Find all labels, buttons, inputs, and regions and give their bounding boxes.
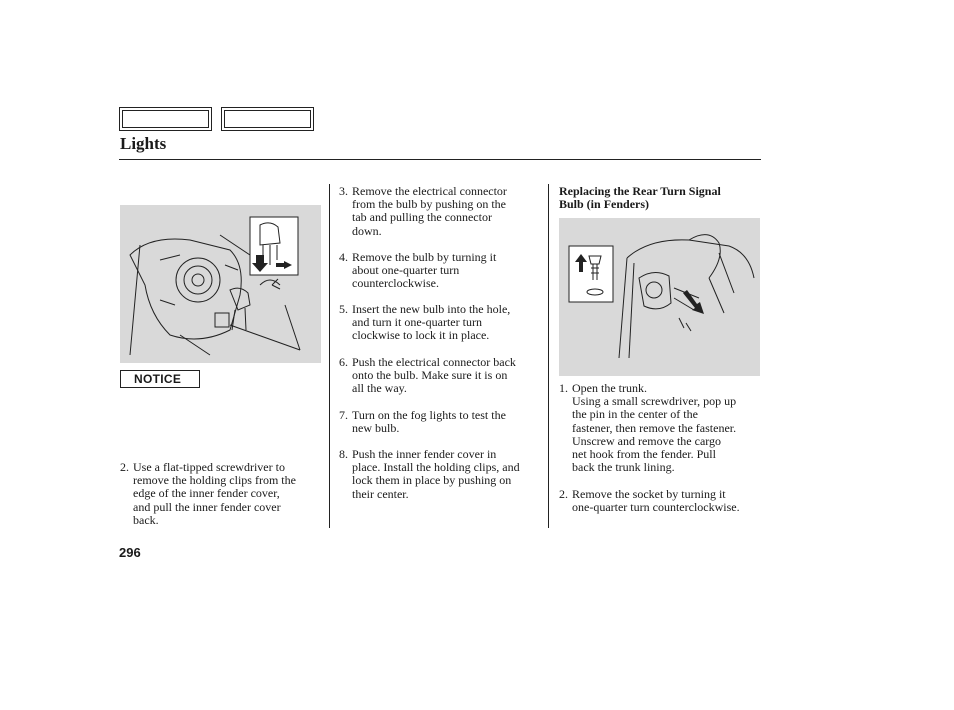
step-text: Turn on the fog lights to test the new bulb. — [352, 408, 506, 436]
list-item — [559, 488, 764, 514]
step-number: 5. — [339, 302, 348, 316]
step-number: 6. — [339, 355, 348, 369]
step-text: Use a flat-tipped screwdriver to remove the holding clips from the edge of the inner fender cover, and pull the inner fender cover back. — [133, 460, 296, 527]
step-number: 2. — [559, 487, 568, 501]
notice-label: NOTICE — [120, 370, 200, 388]
list-item — [339, 303, 544, 343]
step-number: 2. — [120, 460, 129, 474]
step-number: 1. — [559, 381, 568, 395]
column-divider — [548, 184, 549, 528]
step-number: 7. — [339, 408, 348, 422]
header-tab-1 — [119, 107, 212, 131]
list-item — [339, 185, 544, 238]
list-item — [339, 356, 544, 396]
step-number: 3. — [339, 184, 348, 198]
list-item — [339, 409, 544, 435]
step-text: Push the inner fender cover in place. Install the holding clips, and lock them in place by pushing on their center. — [352, 447, 520, 501]
header-tab-2 — [221, 107, 314, 131]
step-text: Remove the bulb by turning it about one-quarter turn counterclockwise. — [352, 250, 497, 291]
step-number: 4. — [339, 250, 348, 264]
step-text: Remove the electrical connector from the bulb by pushing on the tab and pulling the connector down. — [352, 184, 507, 238]
column-divider — [329, 184, 330, 528]
step-text: Open the trunk. Using a small screwdriver, pop up the pin in the center of the fastener, then remove the fastener. Unscrew and remove the cargo net hook from the fender. Pull back the trunk lining. — [572, 381, 737, 475]
fog-light-illustration — [120, 205, 321, 363]
step-number: 8. — [339, 447, 348, 461]
title-rule — [119, 159, 761, 160]
page-number: 296 — [119, 545, 141, 560]
step-text: Insert the new bulb into the hole, and turn it one-quarter turn clockwise to lock it in place. — [352, 302, 511, 343]
step-text: Remove the socket by turning it one-quarter turn counterclockwise. — [572, 487, 740, 515]
page-title: Lights — [120, 134, 167, 153]
step-text: Push the electrical connector back onto the bulb. Make sure it is on all the way. — [352, 355, 516, 396]
rear-turn-signal-illustration — [559, 218, 760, 376]
list-item — [120, 461, 325, 527]
section-heading: Replacing the Rear Turn Signal Bulb (in Fenders) — [559, 184, 721, 211]
list-item — [339, 448, 544, 501]
list-item — [559, 382, 764, 474]
list-item — [339, 251, 544, 291]
